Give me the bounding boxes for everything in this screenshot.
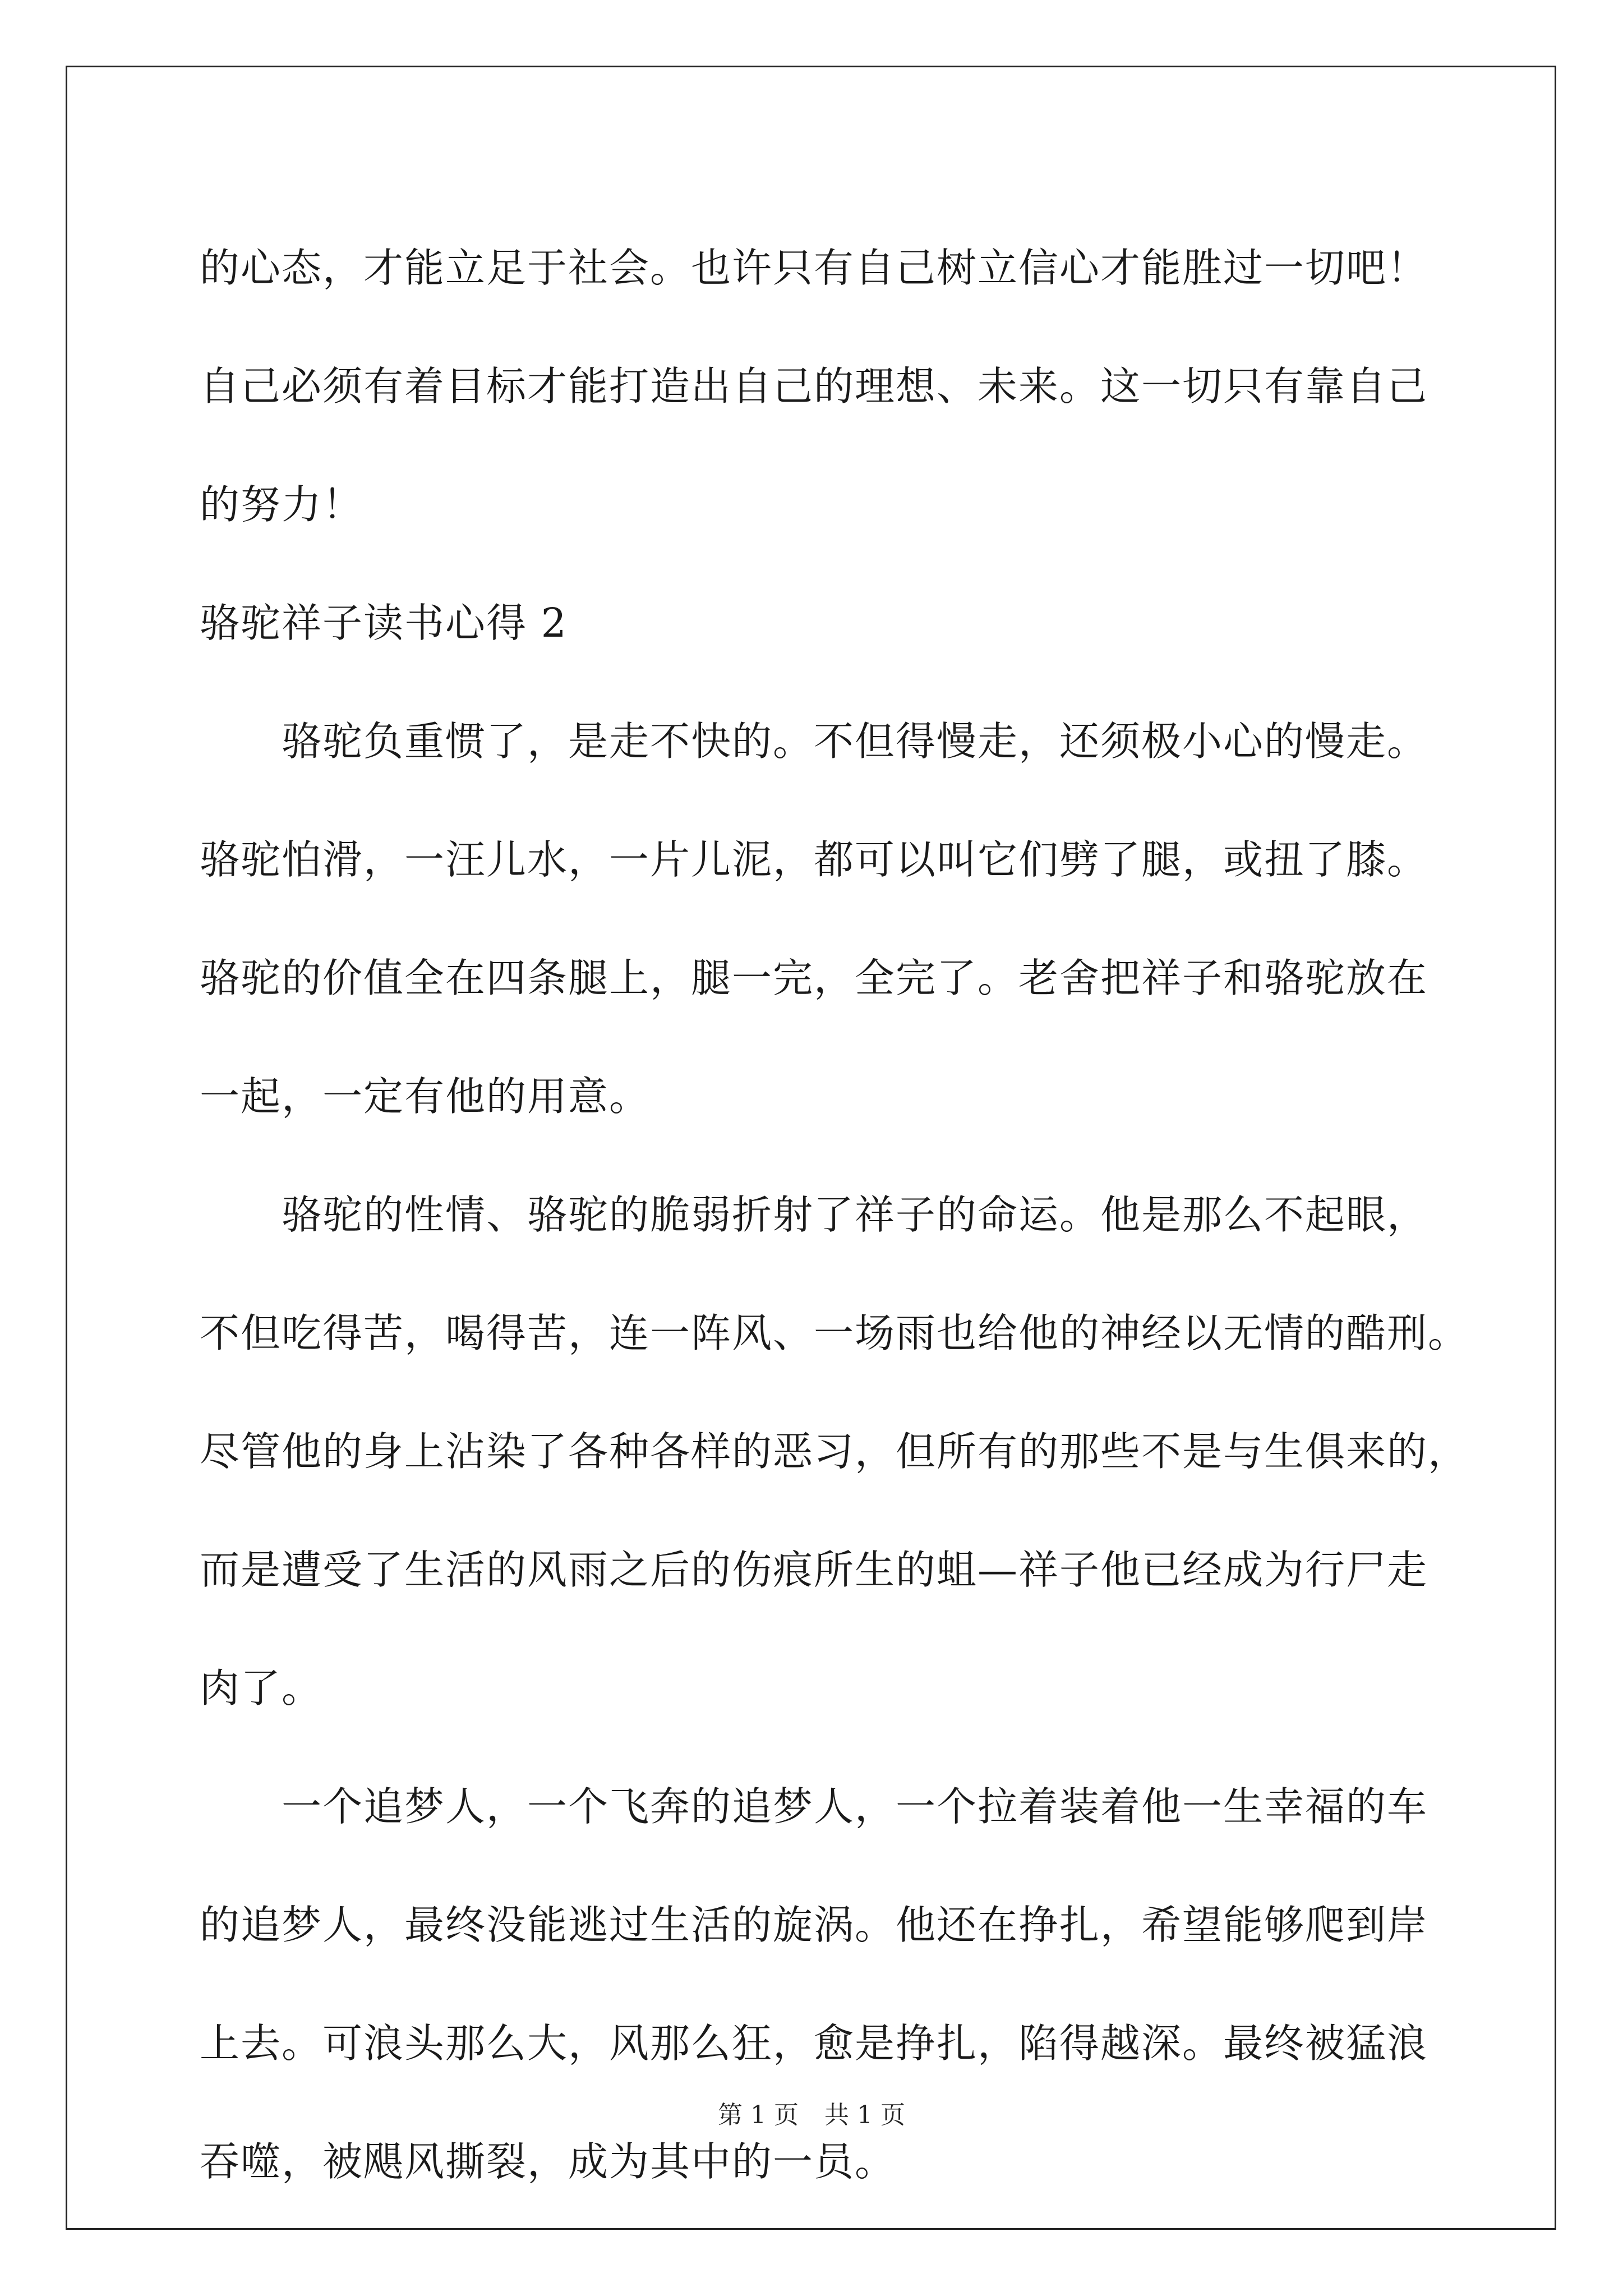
text-line: 尽管他的身上沾染了各种各样的恶习，但所有的那些不是与生俱来的，: [200, 1428, 1469, 1475]
text-line: 吞噬，被飓风撕裂，成为其中的一员。: [200, 2138, 896, 2185]
text-line: 肉了。: [200, 1665, 323, 1711]
page-number: 第 1 页: [718, 2101, 799, 2129]
text-line: 而是遭受了生活的风雨之后的伤痕所生的蛆—祥子他已经成为行尸走: [200, 1547, 1428, 1593]
text-line: 上去。可浪头那么大，风那么狂，愈是挣扎，陷得越深。最终被猛浪: [200, 2020, 1428, 2067]
paragraph-first-line: 骆驼的性情、骆驼的脆弱折射了祥子的命运。他是那么不起眼，: [282, 1191, 1428, 1238]
text-line: 骆驼怕滑，一汪儿水，一片儿泥，都可以叫它们劈了腿，或扭了膝。: [200, 836, 1428, 883]
text-line: 骆驼的价值全在四条腿上，腿一完，全完了。老舍把祥子和骆驼放在: [200, 955, 1428, 1001]
text-line: 不但吃得苦，喝得苦，连一阵风、一场雨也给他的神经以无情的酷刑。: [200, 1310, 1469, 1356]
text-line: 的追梦人，最终没能逃过生活的旋涡。他还在挣扎，希望能够爬到岸: [200, 1902, 1428, 1948]
page-total: 共 1 页: [824, 2101, 905, 2129]
paragraph-first-line: 骆驼负重惯了，是走不快的。不但得慢走，还须极小心的慢走。: [282, 718, 1428, 765]
document-body: [200, 209, 1469, 2221]
paragraph-first-line: 一个追梦人，一个飞奔的追梦人，一个拉着装着他一生幸福的车: [282, 1783, 1428, 1830]
page-footer: [0, 2099, 1623, 2132]
section-heading: 骆驼祥子读书心得 2: [200, 600, 568, 646]
text-line: 一起，一定有他的用意。: [200, 1073, 651, 1120]
text-line: 自己必须有着目标才能打造出自己的理想、未来。这一切只有靠自己: [200, 363, 1428, 409]
text-line: 的心态，才能立足于社会。也许只有自己树立信心才能胜过一切吧！: [200, 245, 1428, 291]
text-line: 的努力！: [200, 481, 364, 528]
